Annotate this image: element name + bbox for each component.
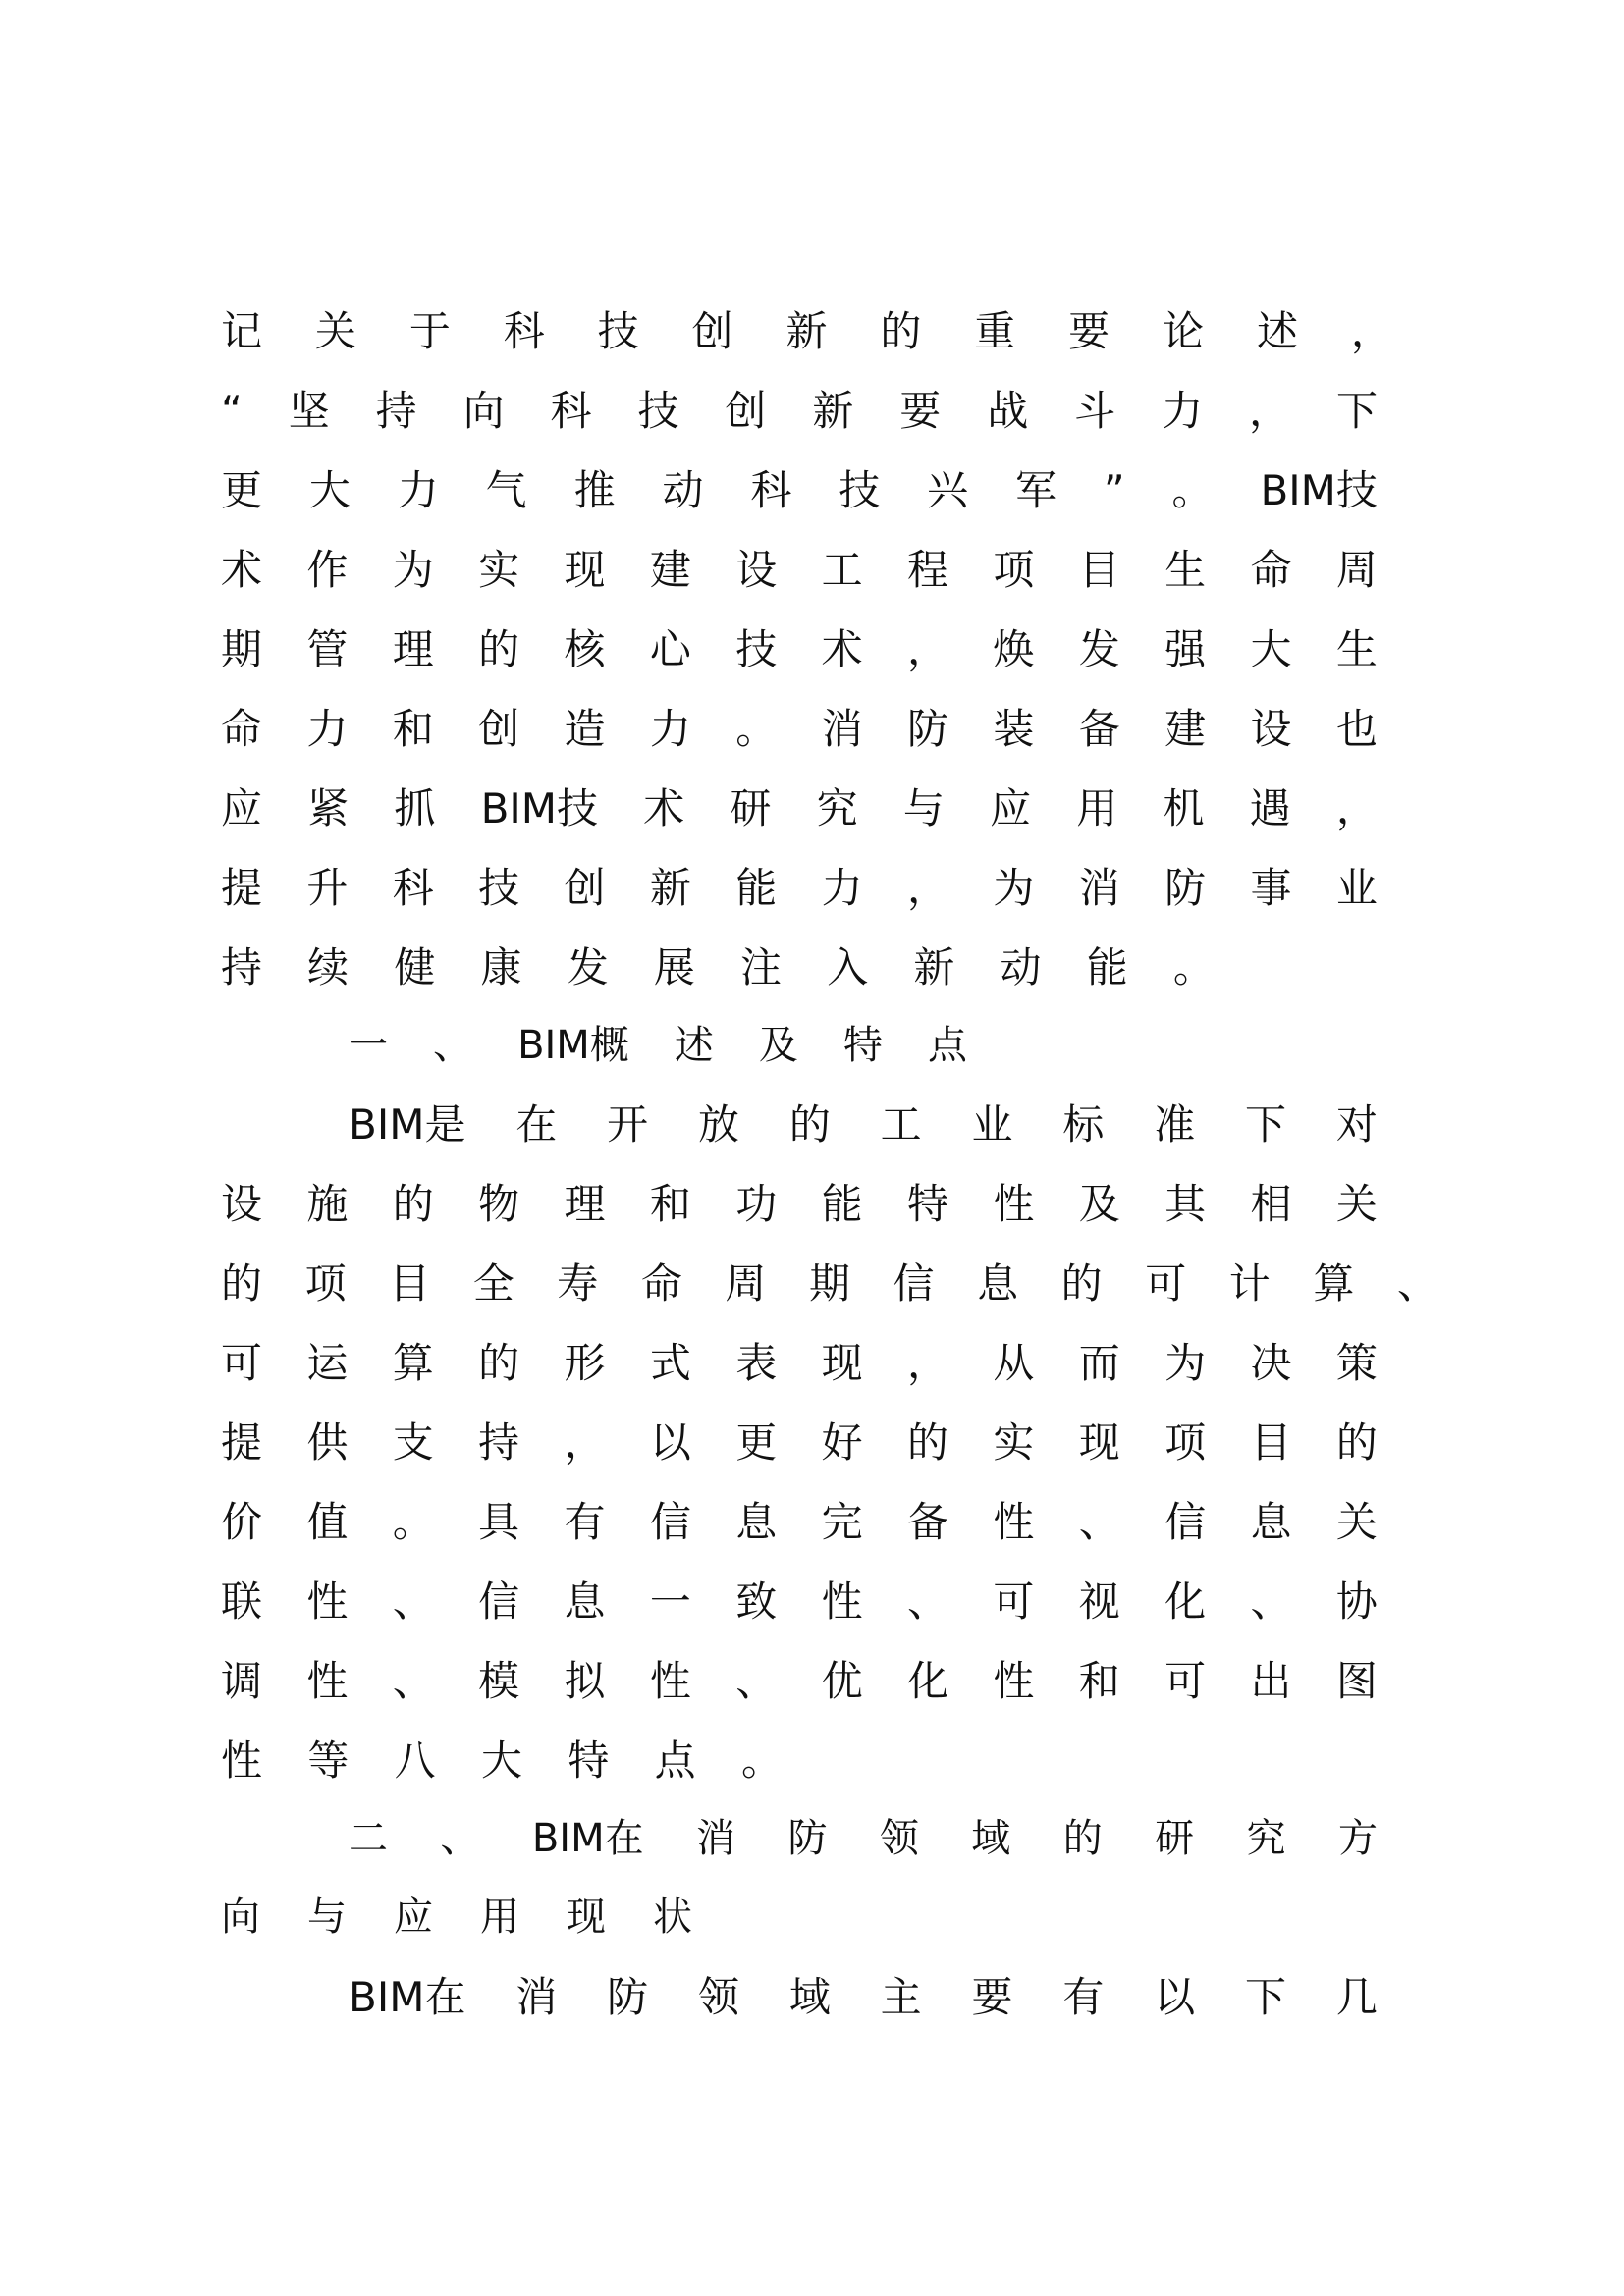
text-glyph: 现	[567, 1895, 606, 1940]
text-glyph: 期	[221, 625, 263, 673]
text-glyph: BIM技	[480, 784, 599, 832]
text-glyph: 向	[221, 1895, 260, 1940]
text-glyph: 为	[1164, 1339, 1207, 1387]
text-glyph: 生	[1335, 625, 1378, 673]
text-glyph: 大	[1250, 625, 1292, 673]
text-glyph: 事	[1250, 864, 1292, 912]
text-glyph: 性	[306, 1577, 349, 1626]
text-glyph: 其	[1164, 1180, 1207, 1228]
text-glyph: 关	[1335, 1498, 1378, 1546]
text-glyph: 。	[392, 1498, 434, 1546]
text-glyph: 目	[389, 1259, 431, 1308]
text-glyph: 式	[649, 1339, 691, 1387]
text-glyph: 性	[821, 1577, 863, 1626]
text-glyph: 强	[1164, 625, 1207, 673]
text-glyph: 备	[907, 1498, 949, 1546]
text-glyph: 价	[221, 1498, 263, 1546]
text-glyph: 防	[1164, 864, 1207, 912]
text-glyph: 装	[993, 705, 1035, 753]
text-glyph: 形	[564, 1339, 606, 1387]
text-glyph: “	[221, 387, 243, 435]
paragraph-line	[221, 1255, 1438, 1313]
text-glyph: 的	[1060, 1259, 1103, 1308]
text-glyph: 续	[307, 943, 350, 991]
text-glyph: 化	[907, 1657, 949, 1705]
text-glyph: 好	[821, 1418, 863, 1467]
text-glyph: 科	[392, 864, 434, 912]
text-glyph: 有	[1062, 1973, 1105, 2021]
text-glyph: 全	[472, 1259, 514, 1308]
text-glyph: BIM在	[531, 1816, 644, 1861]
text-glyph: 理	[564, 1180, 606, 1228]
text-glyph: 现	[821, 1339, 863, 1387]
text-glyph: 出	[1250, 1657, 1292, 1705]
text-glyph: 策	[1335, 1339, 1378, 1387]
text-glyph: 信	[1164, 1498, 1207, 1546]
text-glyph: 的	[478, 625, 520, 673]
paragraph-line	[221, 938, 1215, 997]
text-glyph: 目	[1250, 1418, 1292, 1467]
text-glyph: 二	[349, 1816, 388, 1861]
paragraph-line	[221, 461, 1378, 520]
text-glyph: 动	[662, 466, 704, 514]
text-glyph: ，	[907, 625, 949, 673]
text-glyph: 、	[1078, 1498, 1120, 1546]
text-glyph: 消	[821, 705, 863, 753]
text-glyph: 一	[649, 1577, 691, 1626]
text-glyph: 应	[221, 784, 263, 832]
text-glyph: 发	[567, 943, 609, 991]
paragraph-line	[221, 1414, 1378, 1472]
text-glyph: 展	[653, 943, 695, 991]
text-glyph: 兴	[927, 466, 969, 514]
text-glyph: 应	[394, 1895, 433, 1940]
text-glyph: 特	[568, 1736, 610, 1785]
text-glyph: 及	[758, 1023, 798, 1068]
text-glyph: ，	[1335, 784, 1378, 832]
text-glyph: 拟	[564, 1657, 606, 1705]
text-glyph: 期	[808, 1259, 850, 1308]
text-glyph: 计	[1228, 1259, 1271, 1308]
text-glyph: 、	[1396, 1259, 1438, 1308]
text-glyph: 运	[306, 1339, 349, 1387]
text-glyph: 健	[394, 943, 436, 991]
text-glyph: 核	[564, 625, 606, 673]
text-glyph: 新	[649, 864, 691, 912]
text-glyph: 心	[649, 625, 691, 673]
text-glyph: 新	[812, 387, 854, 435]
text-glyph: 可	[221, 1339, 263, 1387]
text-glyph: 发	[1078, 625, 1120, 673]
text-glyph: 下	[1335, 387, 1378, 435]
text-glyph: 用	[480, 1895, 519, 1940]
text-glyph: 项	[993, 546, 1035, 594]
text-glyph: 力	[306, 705, 349, 753]
text-glyph: 决	[1250, 1339, 1292, 1387]
paragraph-line	[221, 620, 1378, 679]
text-glyph: 命	[1250, 546, 1292, 594]
text-glyph: 息	[564, 1577, 606, 1626]
text-glyph: 息	[1250, 1498, 1292, 1546]
text-glyph: 程	[907, 546, 949, 594]
text-glyph: 研	[730, 784, 772, 832]
section-heading	[349, 1809, 1378, 1868]
text-glyph: 与	[902, 784, 945, 832]
text-glyph: 记	[221, 307, 263, 355]
text-glyph: 、	[392, 1577, 434, 1626]
paragraph-line	[221, 302, 1392, 361]
text-glyph: 供	[306, 1418, 349, 1467]
text-glyph: 升	[306, 864, 349, 912]
text-glyph: 关	[314, 307, 356, 355]
text-glyph: 、	[392, 1657, 434, 1705]
text-glyph: 技	[839, 466, 881, 514]
text-glyph: 域	[788, 1973, 831, 2021]
text-glyph: 科	[550, 387, 592, 435]
text-glyph: 性	[649, 1657, 691, 1705]
text-glyph: 力	[821, 864, 863, 912]
text-glyph: 具	[478, 1498, 520, 1546]
text-glyph: 调	[221, 1657, 263, 1705]
text-glyph: 下	[1245, 1973, 1287, 2021]
text-glyph: 业	[971, 1100, 1013, 1148]
text-glyph: 和	[392, 705, 434, 753]
text-glyph: 与	[307, 1895, 347, 1940]
text-glyph: 可	[1145, 1259, 1187, 1308]
text-glyph: 新	[913, 943, 955, 991]
paragraph-line	[221, 859, 1378, 918]
text-glyph: 究	[1246, 1816, 1286, 1861]
text-glyph: 军	[1015, 466, 1057, 514]
text-glyph: 联	[221, 1577, 263, 1626]
text-glyph: 下	[1245, 1100, 1287, 1148]
text-glyph: 究	[816, 784, 858, 832]
text-glyph: 实	[478, 546, 520, 594]
text-glyph: 论	[1163, 307, 1205, 355]
text-glyph: 主	[880, 1973, 922, 2021]
text-glyph: 管	[306, 625, 349, 673]
text-glyph: 、	[440, 1816, 480, 1861]
text-glyph: 建	[1164, 705, 1207, 753]
text-glyph: 设	[221, 1180, 263, 1228]
text-glyph: 周	[725, 1259, 767, 1308]
text-glyph: 防	[787, 1816, 828, 1861]
text-glyph: 视	[1078, 1577, 1120, 1626]
text-glyph: BIM在	[349, 1973, 466, 2021]
text-glyph: 的	[478, 1339, 520, 1387]
text-glyph: 要	[971, 1973, 1013, 2021]
text-glyph: 创	[691, 307, 733, 355]
text-glyph: 放	[697, 1100, 739, 1148]
paragraph-line	[221, 779, 1378, 838]
text-glyph: 现	[564, 546, 606, 594]
text-glyph: BIM是	[349, 1100, 466, 1148]
text-glyph: 关	[1335, 1180, 1378, 1228]
text-glyph: 防	[607, 1973, 649, 2021]
text-glyph: 要	[899, 387, 942, 435]
text-glyph: 焕	[993, 625, 1035, 673]
text-glyph: 应	[990, 784, 1032, 832]
text-glyph: 持	[221, 943, 263, 991]
text-glyph: 施	[306, 1180, 349, 1228]
text-glyph: 几	[1335, 1973, 1378, 2021]
text-glyph: 提	[221, 1418, 263, 1467]
text-glyph: 创	[478, 705, 520, 753]
text-glyph: 周	[1335, 546, 1378, 594]
text-glyph: 状	[653, 1895, 692, 1940]
text-glyph: 点	[927, 1023, 967, 1068]
text-glyph: 可	[1164, 1657, 1207, 1705]
text-glyph: 也	[1335, 705, 1378, 753]
text-glyph: 信	[893, 1259, 935, 1308]
text-glyph: 、	[1250, 1577, 1292, 1626]
text-glyph: BIM技	[1260, 466, 1378, 514]
text-glyph: 述	[674, 1023, 714, 1068]
text-glyph: 、	[907, 1577, 949, 1626]
paragraph-line	[221, 1573, 1378, 1631]
text-glyph: 战	[987, 387, 1029, 435]
text-glyph: 理	[392, 625, 434, 673]
text-glyph: 术	[643, 784, 685, 832]
text-glyph: 而	[1078, 1339, 1120, 1387]
text-glyph: 术	[221, 546, 263, 594]
text-glyph: 能	[735, 864, 778, 912]
text-glyph: 更	[735, 1418, 778, 1467]
text-glyph: 力	[649, 705, 691, 753]
text-glyph: 支	[392, 1418, 434, 1467]
text-glyph: 现	[1078, 1418, 1120, 1467]
text-glyph: ，	[907, 1339, 949, 1387]
text-glyph: 息	[977, 1259, 1019, 1308]
section-heading	[221, 1888, 692, 1947]
text-glyph: 提	[221, 864, 263, 912]
text-glyph: 的	[907, 1418, 949, 1467]
text-glyph: 一	[349, 1023, 388, 1068]
paragraph-line	[221, 382, 1378, 441]
text-glyph: 性	[993, 1498, 1035, 1546]
text-glyph: 。	[735, 705, 778, 753]
text-glyph: 研	[1155, 1816, 1195, 1861]
text-glyph: 在	[515, 1100, 558, 1148]
text-glyph: 创	[725, 387, 767, 435]
paragraph-line	[221, 700, 1378, 759]
text-glyph: 的	[221, 1259, 263, 1308]
text-glyph: 领	[879, 1816, 919, 1861]
paragraph-line	[221, 1334, 1378, 1393]
text-glyph: 动	[1000, 943, 1042, 991]
text-glyph: 物	[478, 1180, 520, 1228]
text-glyph: 用	[1076, 784, 1118, 832]
text-glyph: 防	[907, 705, 949, 753]
text-glyph: 表	[735, 1339, 778, 1387]
section-heading	[349, 1016, 967, 1075]
text-glyph: 八	[394, 1736, 436, 1785]
text-glyph: 斗	[1074, 387, 1116, 435]
text-glyph: 模	[478, 1657, 520, 1705]
text-glyph: 推	[573, 466, 616, 514]
text-glyph: 消	[1078, 864, 1120, 912]
text-glyph: 作	[306, 546, 349, 594]
text-glyph: 标	[1062, 1100, 1105, 1148]
text-glyph: 域	[971, 1816, 1011, 1861]
text-glyph: 相	[1250, 1180, 1292, 1228]
text-glyph: 性	[306, 1657, 349, 1705]
text-glyph: 项	[304, 1259, 347, 1308]
text-glyph: 气	[485, 466, 527, 514]
text-glyph: 述	[1256, 307, 1298, 355]
text-glyph: 抓	[394, 784, 436, 832]
paragraph-line	[221, 1175, 1378, 1234]
text-glyph: 能	[1086, 943, 1128, 991]
text-glyph: 建	[649, 546, 691, 594]
text-glyph: 特	[842, 1023, 883, 1068]
paragraph-line	[349, 1095, 1378, 1154]
text-glyph: ，	[564, 1418, 606, 1467]
text-glyph: 以	[1154, 1973, 1196, 2021]
text-glyph: 的	[788, 1100, 831, 1148]
text-glyph: 图	[1335, 1657, 1378, 1705]
text-glyph: 康	[480, 943, 522, 991]
text-glyph: 创	[564, 864, 606, 912]
text-glyph: 重	[974, 307, 1016, 355]
text-glyph: 的	[880, 307, 922, 355]
text-glyph: BIM概	[517, 1023, 629, 1068]
text-glyph: 及	[1078, 1180, 1120, 1228]
text-glyph: 开	[607, 1100, 649, 1148]
text-glyph: 科	[503, 307, 545, 355]
text-glyph: 业	[1335, 864, 1378, 912]
text-glyph: 坚	[288, 387, 330, 435]
text-glyph: 完	[821, 1498, 863, 1546]
text-glyph: 项	[1164, 1418, 1207, 1467]
text-glyph: 大	[308, 466, 351, 514]
paragraph-line	[349, 1968, 1378, 2027]
text-glyph: 力	[1162, 387, 1204, 435]
text-glyph: 对	[1335, 1100, 1378, 1148]
text-glyph: 要	[1068, 307, 1110, 355]
text-glyph: 能	[821, 1180, 863, 1228]
text-glyph: 优	[821, 1657, 863, 1705]
text-glyph: 工	[880, 1100, 922, 1148]
text-glyph: 算	[1313, 1259, 1355, 1308]
text-glyph: 更	[221, 466, 263, 514]
text-glyph: 以	[649, 1418, 691, 1467]
text-glyph: 等	[307, 1736, 350, 1785]
text-glyph: 的	[392, 1180, 434, 1228]
text-glyph: 性	[993, 1180, 1035, 1228]
text-glyph: 目	[1078, 546, 1120, 594]
text-glyph: 和	[649, 1180, 691, 1228]
text-glyph: 从	[993, 1339, 1035, 1387]
text-glyph: 。	[1172, 943, 1215, 991]
text-glyph: 、	[433, 1023, 473, 1068]
text-glyph: 点	[654, 1736, 696, 1785]
text-glyph: 紧	[307, 784, 350, 832]
text-glyph: 技	[597, 307, 639, 355]
paragraph-line	[221, 1732, 783, 1790]
text-glyph: 机	[1163, 784, 1205, 832]
paragraph-line	[221, 1652, 1378, 1711]
text-glyph: 和	[1078, 1657, 1120, 1705]
text-glyph: 大	[480, 1736, 522, 1785]
text-glyph: 化	[1164, 1577, 1207, 1626]
text-glyph: 生	[1164, 546, 1207, 594]
text-glyph: 命	[221, 705, 263, 753]
text-glyph: ，	[1350, 307, 1392, 355]
text-glyph: 方	[1337, 1816, 1378, 1861]
text-glyph: 消	[696, 1816, 736, 1861]
text-glyph: 技	[478, 864, 520, 912]
text-glyph: 持	[478, 1418, 520, 1467]
text-glyph: 特	[907, 1180, 949, 1228]
text-glyph: 的	[1335, 1418, 1378, 1467]
text-glyph: 为	[993, 864, 1035, 912]
text-glyph: 功	[735, 1180, 778, 1228]
text-glyph: 领	[697, 1973, 739, 2021]
text-glyph: 设	[735, 546, 778, 594]
paragraph-line	[221, 541, 1378, 600]
text-glyph: 持	[375, 387, 417, 435]
text-glyph: 值	[306, 1498, 349, 1546]
text-glyph: 科	[750, 466, 792, 514]
text-glyph: 新	[785, 307, 828, 355]
text-glyph: 向	[462, 387, 505, 435]
text-glyph: 寿	[557, 1259, 599, 1308]
text-glyph: 算	[392, 1339, 434, 1387]
text-glyph: 为	[392, 546, 434, 594]
text-glyph: 协	[1335, 1577, 1378, 1626]
text-glyph: 性	[221, 1736, 263, 1785]
text-glyph: 息	[735, 1498, 778, 1546]
text-glyph: 致	[735, 1577, 778, 1626]
text-glyph: 备	[1078, 705, 1120, 753]
text-glyph: 信	[478, 1577, 520, 1626]
text-glyph: 、	[735, 1657, 778, 1705]
text-glyph: 。	[1171, 466, 1214, 514]
text-glyph: 技	[735, 625, 778, 673]
text-glyph: 术	[821, 625, 863, 673]
text-glyph: 于	[408, 307, 451, 355]
text-glyph: ”	[1103, 466, 1125, 514]
text-glyph: 设	[1250, 705, 1292, 753]
text-glyph: ，	[907, 864, 949, 912]
text-glyph: 可	[993, 1577, 1035, 1626]
text-glyph: 命	[640, 1259, 682, 1308]
paragraph-line	[221, 1493, 1378, 1552]
text-glyph: 有	[564, 1498, 606, 1546]
text-glyph: 遇	[1249, 784, 1291, 832]
text-glyph: 的	[1062, 1816, 1103, 1861]
text-glyph: 性	[993, 1657, 1035, 1705]
text-glyph: 力	[397, 466, 439, 514]
text-glyph: 信	[649, 1498, 691, 1546]
text-glyph: ，	[1249, 387, 1291, 435]
text-glyph: 技	[637, 387, 679, 435]
text-glyph: 实	[993, 1418, 1035, 1467]
text-glyph: 。	[740, 1736, 783, 1785]
text-glyph: 消	[515, 1973, 558, 2021]
text-glyph: 准	[1154, 1100, 1196, 1148]
text-glyph: 入	[827, 943, 869, 991]
text-glyph: 注	[740, 943, 783, 991]
text-glyph: 造	[564, 705, 606, 753]
text-glyph: 工	[821, 546, 863, 594]
